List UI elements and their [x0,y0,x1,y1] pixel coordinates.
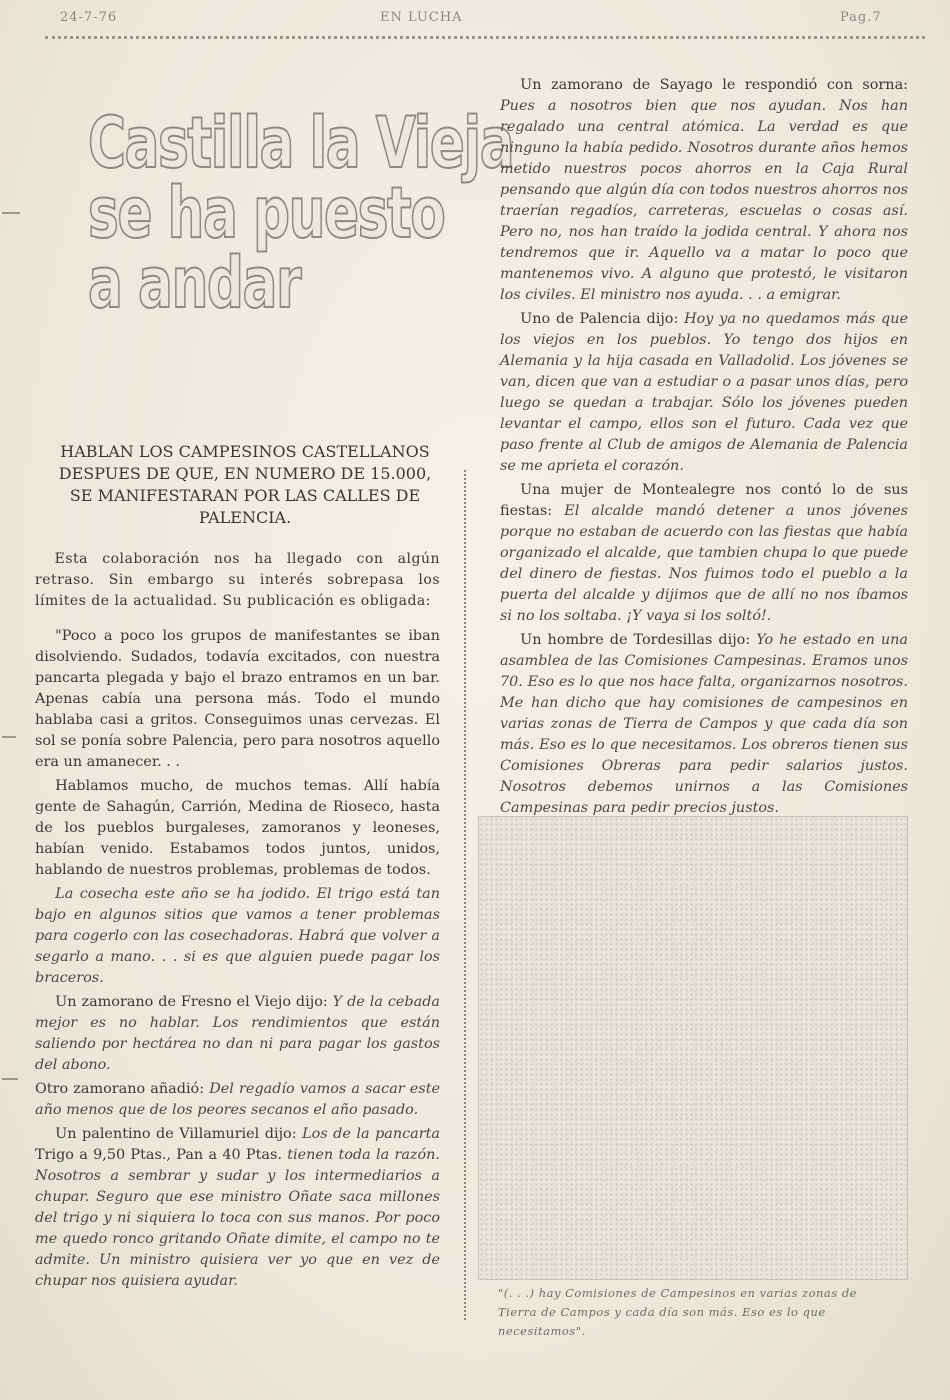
headline-line-3: a andar [88,242,301,324]
article-headline [88,102,514,324]
quote-text: tienen toda la razón. Nosotros a sembrar y sudar y los intermediarios a chupar. Seguro que ese ministro Oñate saca millones del trigo y ni siquiera lo toca con sus manos. [35,1147,440,1226]
quote-text: Del regadío vamos a sacar este año menos que de los peores secanos el año pasado. [35,1081,441,1118]
editor-intro: Esta colaboración nos ha llegado con algún retraso. Sin embargo su interés sobrepasa los límites de la actualidad. Su publicación es obligada: [35,551,440,609]
paragraph [500,480,908,627]
paragraph-italic [35,884,440,989]
paragraph [500,630,908,819]
speaker-intro: Una mujer de Montealegre nos contó lo de sus fiestas: [500,482,908,519]
paragraph [35,1079,440,1121]
paragraph: Hablamos mucho, de muchos temas. Allí había gente de Sahagún, Carrión, Medina de Rioseco, hasta de los pueblos burgaleses, zamoranos y leoneses, habían venido. Estabamos todos juntos, unidos, hablando de nuestros problemas, problemas de todos. [35,778,440,878]
speaker-intro: Uno de Palencia dijo: [520,311,679,327]
quote-text: Hoy ya no quedamos más que los viejos en los pueblos. Yo tengo dos hijos en Alemania y la hija casada en Valladolid. Los jóvenes se van, dicen que van a estudiar o a pasar unos días, pero luego se quedan a trabajar. Sólo los jóvenes pueden levantar el campo, ellos son el futuro. Cada vez que paso frente al Club de amigos de Alemania de Palencia se me aprieta el corazón. [500,311,909,474]
paragraph [35,1124,440,1292]
headline-line-1: Castilla la Vieja [88,102,514,184]
speaker-intro: Un zamorano de Sayago le respondió con sorna: [520,77,908,93]
quote-text: Los de la pancarta [302,1126,441,1142]
quote-text: El alcalde mandó detener a unos jóvenes porque no estaban de acuerdo con las fiestas que había organizado el alcalde, que tambien chupa lo que puede del dinero de fiestas. Nos fuimos todo el pueblo a la puerta del alcalde y dijimos que de allí no nos íbamos si no los soltaba. ¡Y vaya si los soltó!. [500,503,909,624]
faded-photo [478,816,908,1280]
quote-text: Por poco me quedo ronco gritando Oñate dimite, el campo no te admite. Un ministro quisiera ver yo que en vez de chupar nos quisiera ayudar. [35,1210,440,1289]
quote-text: Pues a nosotros bien que nos ayudan. Nos han regalado una central atómica. La verdad es que ninguno la había pedido. Nosotros durante años hemos metido nuestros pocos ahorros en la Caja Rural pensando que algún día con todos nuestros ahorros nos traerían regadíos, carreteras, escuelas o cosas así. Pero no, nos han traído la jodida central. Y ahora nos tendremos que ir. Aquello va a matar lo poco que mantenemos vivo. A alguno que protestó, le visitaron los civiles. El ministro nos ayuda. . . a emigrar. [500,98,908,303]
paragraph [500,309,908,477]
photo-caption: "(. . .) hay Comisiones de Campesinos en varias zonas de Tierra de Campos y cada día son más. Eso es lo que necesitamos". [498,1286,857,1338]
banner-slogan: Trigo a 9,50 Ptas., Pan a 40 Ptas. [35,1147,282,1163]
quote-text: La cosecha este año se ha jodido. El trigo está tan bajo en algunos sitios que vamos a tener problemas para cogerlo con las cosechadoras. Habrá que volver a segarlo a mano. . . si es que alguien puede pagar los braceros. [35,886,440,986]
right-column [500,75,908,822]
quote-text: Y de la cebada mejor es no hablar. Los rendimientos que están saliendo por hectárea no dan ni para pagar los gastos del abono. [35,994,441,1073]
paragraph: "Poco a poco los grupos de manifestantes se iban disolviendo. Sudados, todavía excitados, con nuestra pancarta plegada y bajo el brazo entramos en un bar. Apenas cabía una persona más. Todo el mundo hablaba casi a gritos. Conseguimos unas cervezas. El sol se ponía sobre Palencia, pero para nosotros aquello era un amanecer. . . [35,628,440,770]
header-rule [45,36,925,39]
headline-line-2: se ha puesto [88,172,445,254]
speaker-intro: Un palentino de Villamuriel dijo: [55,1126,297,1142]
left-column [35,549,440,1295]
paragraph [500,75,908,306]
header-page-number: Pag.7 [840,10,882,25]
quote-text: Yo he estado en una asamblea de las Comisiones Campesinas. Eramos unos 70. Eso es lo que nos hace falta, organizarnos nosotros. Me han dicho que hay comisiones de campesinos en varias zonas de Tierra de Campos y que cada día son más. Eso es lo que necesitamos. Los obreros tienen sus Comisiones Obreras para pedir salarios justos. Nosotros debemos unirnos a las Comisiones Campesinas para pedir precios justos. [500,632,908,816]
speaker-intro: Un zamorano de Fresno el Viejo dijo: [55,994,328,1010]
paragraph [35,992,440,1076]
article-subtitle: HABLAN LOS CAMPESINOS CASTELLANOS DESPUES DE QUE, EN NUMERO DE 15.000, SE MANIFESTARAN POR LAS CALLES DE PALENCIA. [58,442,432,527]
header-publication: EN LUCHA [380,10,463,25]
column-divider [464,470,466,1320]
speaker-intro: Un hombre de Tordesillas dijo: [520,632,751,648]
speaker-intro: Otro zamorano añadió: [35,1081,205,1097]
header-date: 24-7-76 [60,10,118,25]
